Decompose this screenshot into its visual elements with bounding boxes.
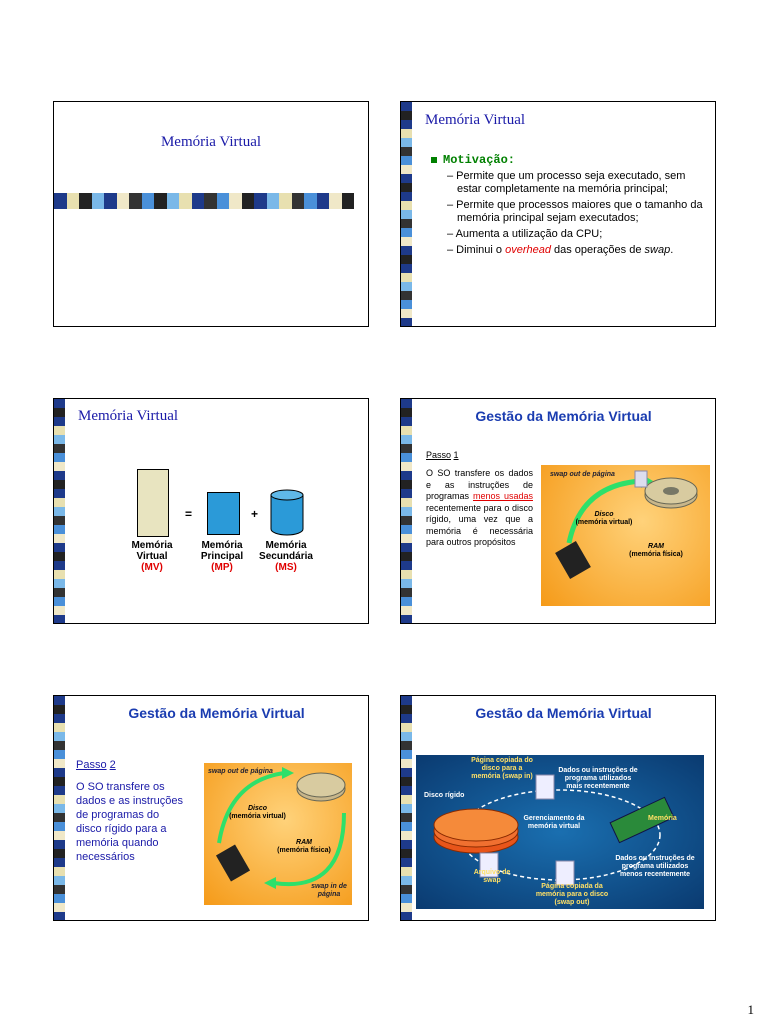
stripe-segment bbox=[54, 516, 65, 525]
mv-box bbox=[137, 469, 169, 537]
bullet-list bbox=[447, 170, 705, 257]
stripe-segment bbox=[54, 579, 65, 588]
stripe-segment bbox=[54, 543, 65, 552]
slide-title: Gestão da Memória Virtual bbox=[128, 705, 305, 721]
decorative-stripe bbox=[54, 399, 65, 623]
stripe-segment bbox=[54, 714, 65, 723]
stripe-segment bbox=[401, 876, 412, 885]
step-text: O SO transfere os dados e as instruções de programas do disco rígido para a memória quando necessários bbox=[76, 781, 184, 863]
stripe-segment bbox=[401, 894, 412, 903]
stripe-segment bbox=[401, 552, 412, 561]
stripe-segment bbox=[54, 759, 65, 768]
label-less-recent: Dados ou instruções de programa utilizados menos recentemente bbox=[615, 855, 695, 878]
stripe-segment bbox=[54, 570, 65, 579]
stripe-segment bbox=[401, 462, 412, 471]
stripe-segment bbox=[54, 858, 65, 867]
ram-label: RAM (memória física) bbox=[629, 543, 683, 558]
stripe-segment bbox=[401, 156, 412, 165]
stripe-segment bbox=[401, 147, 412, 156]
stripe-segment bbox=[401, 408, 412, 417]
stripe-segment bbox=[401, 120, 412, 129]
stripe-segment bbox=[54, 462, 65, 471]
stripe-segment bbox=[401, 597, 412, 606]
swap-in-label: swap in de página bbox=[311, 883, 347, 898]
stripe-segment bbox=[54, 840, 65, 849]
stripe-segment bbox=[401, 129, 412, 138]
overhead-term: overhead bbox=[505, 244, 551, 256]
stripe-segment bbox=[54, 732, 65, 741]
stripe-segment bbox=[401, 138, 412, 147]
slide-title: Memória Virtual bbox=[160, 134, 262, 150]
stripe-segment bbox=[54, 444, 65, 453]
stripe-segment bbox=[401, 174, 412, 183]
stripe-segment bbox=[401, 246, 412, 255]
stripe-segment bbox=[401, 615, 412, 623]
stripe-segment bbox=[401, 453, 412, 462]
stripe-segment bbox=[54, 525, 65, 534]
slide-title: Gestão da Memória Virtual bbox=[475, 408, 652, 424]
stripe-segment bbox=[401, 579, 412, 588]
stripe-segment bbox=[54, 417, 65, 426]
stripe-segment bbox=[54, 786, 65, 795]
mv-label: Memória Virtual (MV) bbox=[131, 540, 173, 573]
stripe-segment bbox=[401, 804, 412, 813]
label-swap-file: Arquivo de swap bbox=[473, 869, 511, 884]
stripe-segment bbox=[401, 192, 412, 201]
stripe-segment bbox=[54, 507, 65, 516]
stripe-segment bbox=[54, 534, 65, 543]
disk-label: Disco (memória virtual) bbox=[229, 805, 286, 820]
stripe-segment bbox=[401, 705, 412, 714]
equals-sign: = bbox=[185, 507, 193, 521]
stripe-segment bbox=[54, 912, 65, 920]
stripe-segment bbox=[401, 768, 412, 777]
stripe-segment bbox=[401, 912, 412, 920]
page-number: 1 bbox=[747, 1002, 754, 1017]
stripe-segment bbox=[54, 408, 65, 417]
stripe-segment bbox=[54, 399, 65, 408]
stripe-segment bbox=[54, 471, 65, 480]
label-management: Gerenciamento da memória virtual bbox=[523, 815, 585, 830]
swap-figure bbox=[541, 465, 710, 606]
stripe-segment bbox=[401, 588, 412, 597]
stripe-segment bbox=[401, 606, 412, 615]
stripe-segment bbox=[54, 426, 65, 435]
stripe-segment bbox=[54, 849, 65, 858]
stripe-segment bbox=[401, 435, 412, 444]
stripe-segment bbox=[401, 795, 412, 804]
stripe-segment bbox=[401, 732, 412, 741]
stripe-segment bbox=[401, 885, 412, 894]
mp-box bbox=[207, 492, 240, 535]
swap-out-label: swap out de página bbox=[208, 768, 273, 775]
stripe-segment bbox=[401, 291, 412, 300]
disk-label: Disco (memória virtual) bbox=[575, 511, 633, 526]
stripe-segment bbox=[401, 822, 412, 831]
stripe-segment bbox=[401, 237, 412, 246]
stripe-segment bbox=[401, 561, 412, 570]
list-item: – Aumenta a utilização da CPU; bbox=[447, 228, 603, 240]
stripe-segment bbox=[54, 876, 65, 885]
stripe-segment bbox=[401, 480, 412, 489]
stripe-segment bbox=[401, 282, 412, 291]
mp-label: Memória Principal (MP) bbox=[200, 540, 244, 573]
stripe-segment bbox=[401, 750, 412, 759]
stripe-segment bbox=[401, 498, 412, 507]
label-copy-to-disk: Página copiada da memória para o disco (swap out) bbox=[535, 883, 609, 906]
label-recent: Dados ou instruções de programa utilizados mais recentemente bbox=[558, 767, 638, 790]
stripe-segment bbox=[54, 777, 65, 786]
stripe-segment bbox=[54, 867, 65, 876]
stripe-segment bbox=[54, 453, 65, 462]
stripe-segment bbox=[401, 813, 412, 822]
stripe-segment bbox=[401, 471, 412, 480]
stripe-segment bbox=[401, 228, 412, 237]
stripe-segment bbox=[401, 201, 412, 210]
stripe-segment bbox=[54, 741, 65, 750]
stripe-segment bbox=[401, 309, 412, 318]
swap-figure bbox=[204, 763, 352, 905]
decorative-stripe bbox=[401, 696, 412, 920]
stripe-segment bbox=[54, 435, 65, 444]
stripe-segment bbox=[401, 759, 412, 768]
stripe-segment bbox=[401, 489, 412, 498]
stripe-segment bbox=[401, 741, 412, 750]
stripe-segment bbox=[401, 786, 412, 795]
stripe-segment bbox=[401, 183, 412, 192]
memory-management-figure bbox=[416, 755, 704, 909]
ms-cylinder bbox=[270, 489, 304, 537]
step-text: O SO transfere os dados e as instruções de programas menos usadas recentemente para o disco rígido, uma vez que a memória é necessária para outros propósitos bbox=[426, 468, 533, 547]
step-label: Passo 2 bbox=[76, 759, 116, 771]
stripe-segment bbox=[401, 714, 412, 723]
stripe-segment bbox=[54, 795, 65, 804]
stripe-segment bbox=[54, 696, 65, 705]
stripe-segment bbox=[54, 813, 65, 822]
decorative-stripe bbox=[54, 696, 65, 920]
decorative-stripe bbox=[401, 102, 412, 326]
stripe-segment bbox=[401, 507, 412, 516]
stripe-segment bbox=[54, 831, 65, 840]
stripe-segment bbox=[401, 399, 412, 408]
step-label: Passo 1 bbox=[426, 450, 459, 460]
stripe-segment bbox=[54, 561, 65, 570]
stripe-segment bbox=[401, 426, 412, 435]
stripe-segment bbox=[54, 894, 65, 903]
stripe-segment bbox=[401, 723, 412, 732]
label-memory: Memória bbox=[648, 815, 677, 822]
stripe-segment bbox=[401, 111, 412, 120]
stripe-segment bbox=[401, 264, 412, 273]
stripe-segment bbox=[401, 318, 412, 326]
stripe-segment bbox=[401, 840, 412, 849]
stripe-segment bbox=[401, 849, 412, 858]
list-item: – Permite que processos maiores que o tamanho da memória principal sejam executados; bbox=[447, 199, 703, 224]
stripe-segment bbox=[54, 597, 65, 606]
highlight-text: menos usadas bbox=[472, 491, 533, 501]
stripe-segment bbox=[54, 606, 65, 615]
stripe-segment bbox=[401, 777, 412, 786]
stripe-segment bbox=[54, 615, 65, 623]
slide-title: Gestão da Memória Virtual bbox=[475, 705, 652, 721]
label-disk: Disco rígido bbox=[424, 792, 465, 799]
slide-1 bbox=[53, 101, 369, 327]
list-item: – Diminui o overhead das operações de swap. bbox=[447, 244, 674, 256]
stripe-segment bbox=[401, 534, 412, 543]
stripe-segment bbox=[401, 867, 412, 876]
ram-label: RAM (memória física) bbox=[277, 839, 331, 854]
stripe-segment bbox=[54, 705, 65, 714]
stripe-segment bbox=[54, 768, 65, 777]
motivation-heading: Motivação: bbox=[431, 153, 515, 167]
plus-sign: + bbox=[251, 507, 259, 521]
slide-title: Memória Virtual bbox=[78, 408, 179, 424]
decorative-stripe bbox=[401, 399, 412, 623]
stripe-segment bbox=[401, 543, 412, 552]
stripe-segment bbox=[54, 552, 65, 561]
stripe-segment bbox=[401, 570, 412, 579]
stripe-segment bbox=[401, 417, 412, 426]
stripe-segment bbox=[401, 219, 412, 228]
decorative-stripe bbox=[54, 193, 354, 209]
stripe-segment bbox=[401, 516, 412, 525]
stripe-segment bbox=[401, 525, 412, 534]
stripe-segment bbox=[401, 903, 412, 912]
stripe-segment bbox=[54, 822, 65, 831]
stripe-segment bbox=[54, 489, 65, 498]
stripe-segment bbox=[54, 903, 65, 912]
stripe-segment bbox=[54, 723, 65, 732]
stripe-segment bbox=[54, 885, 65, 894]
slide-3 bbox=[53, 398, 369, 624]
list-item: – Permite que um processo seja executado, sem estar completamente na memória principal; bbox=[447, 170, 686, 195]
stripe-segment bbox=[401, 444, 412, 453]
bullet-icon bbox=[431, 157, 437, 163]
stripe-segment bbox=[401, 858, 412, 867]
stripe-segment bbox=[54, 498, 65, 507]
stripe-segment bbox=[54, 804, 65, 813]
stripe-segment bbox=[401, 165, 412, 174]
swap-out-label: swap out de página bbox=[550, 471, 615, 478]
stripe-segment bbox=[401, 255, 412, 264]
slide-5 bbox=[53, 695, 369, 921]
stripe-segment bbox=[401, 696, 412, 705]
ms-label: Memória Secundária (MS) bbox=[259, 540, 313, 573]
stripe-segment bbox=[401, 300, 412, 309]
slide-6 bbox=[400, 695, 716, 921]
stripe-segment bbox=[54, 750, 65, 759]
stripe-segment bbox=[54, 480, 65, 489]
stripe-segment bbox=[401, 210, 412, 219]
stripe-segment bbox=[401, 102, 412, 111]
slide-title: Memória Virtual bbox=[425, 112, 526, 128]
slide-2 bbox=[400, 101, 716, 327]
stripe-segment bbox=[401, 831, 412, 840]
slide-4 bbox=[400, 398, 716, 624]
label-copy-from-disk: Página copiada do disco para a memória (swap in) bbox=[471, 757, 533, 780]
stripe-segment bbox=[54, 588, 65, 597]
stripe-segment bbox=[401, 273, 412, 282]
